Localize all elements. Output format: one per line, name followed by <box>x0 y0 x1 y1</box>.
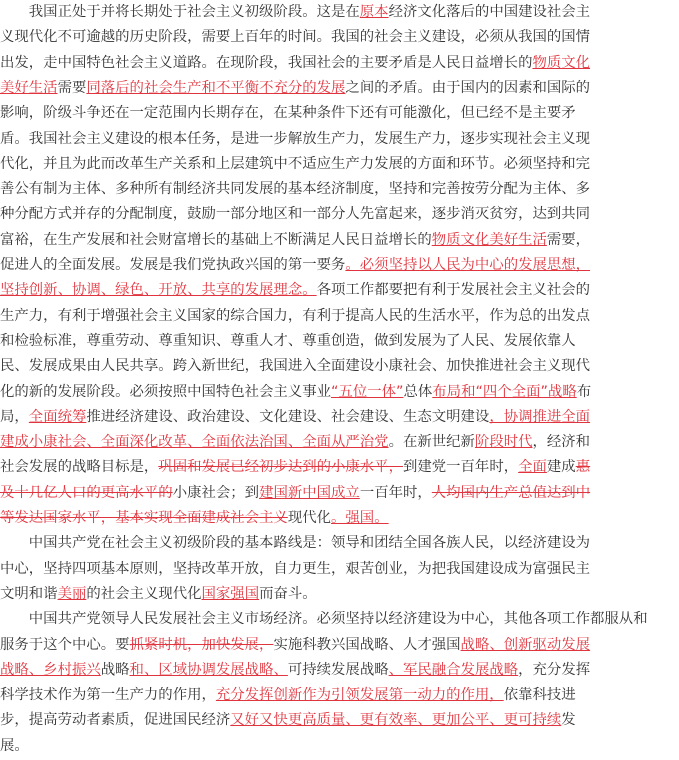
text-line <box>0 481 590 505</box>
text-segment: 总体 <box>403 383 433 400</box>
text-segment: 步，提高劳动者素质，促进国民经济 <box>0 712 231 729</box>
inserted-text: 布局和“四个全面”战略 <box>432 383 577 400</box>
inserted-text: ，协调推进全面 <box>489 408 591 425</box>
text-line <box>0 582 317 606</box>
inserted-text: 战略、创新驱动发展 <box>460 636 591 653</box>
text-segment: 的社会主义现代化 <box>86 585 202 602</box>
inserted-text: 充分发挥创新作为引领发展第一动力的作用， <box>215 687 504 704</box>
text-line <box>0 202 590 226</box>
text-line <box>0 658 590 682</box>
text-segment: 一百年时， <box>359 484 432 501</box>
text-line <box>0 354 590 378</box>
inserted-text: 原本 <box>359 4 389 20</box>
text-line <box>0 0 590 24</box>
inserted-text: 全面统筹 <box>28 408 87 425</box>
inserted-text: 物质文化美好生活 <box>431 231 547 248</box>
text-segment: 。在新世纪新 <box>388 434 475 451</box>
text-line <box>0 177 590 201</box>
text-segment: 小康社会；到 <box>172 484 260 501</box>
text-line <box>0 455 590 479</box>
text-segment: 盾。我国社会主义建设的根本任务，是进一步解放生产力，发展生产力，逐步实现社会主义现 <box>0 130 591 147</box>
text-line <box>0 683 576 707</box>
inserted-text: 坚持创新、协调、绿色、开放、共享的发展理念 <box>0 282 303 299</box>
inserted-text: 。必须坚持以人民为中心的发展思想， <box>345 257 591 273</box>
deleted-text: 巩固和发展已经初步达到的小康水平， <box>158 459 403 476</box>
deleted-text: 惠 <box>575 459 591 476</box>
inserted-text: 国家强国 <box>201 585 260 602</box>
text-segment: 依靠科技进 <box>503 687 576 704</box>
text-segment: 文明和谐 <box>0 585 58 602</box>
text-line <box>0 51 590 75</box>
text-segment: 到建党一百年时， <box>402 459 519 476</box>
inserted-text: 同落后的社会生产和不平衡不充分的发展 <box>86 79 346 96</box>
text-segment: 而奋斗。 <box>259 585 317 602</box>
deleted-text: 及十几亿人口的更高水平的 <box>0 484 173 501</box>
text-line <box>0 531 590 555</box>
text-line <box>0 278 590 302</box>
text-segment: 科学技术作为第一生产力的作用， <box>0 687 216 704</box>
text-line <box>0 405 590 429</box>
inserted-text: 又好又快更高质量、更有效率、更加公平、更可持续 <box>230 712 562 729</box>
inserted-text: 建成小康社会、全面深化改革、全面依法治国、全面从严治党 <box>0 434 389 451</box>
text-segment: 各项工作都要把有利于发展社会主义社会的 <box>316 282 591 299</box>
text-line <box>0 506 389 530</box>
text-segment: 现代化 <box>287 510 332 526</box>
text-line <box>0 557 590 581</box>
text-segment: 民、发展成果由人民共享。跨入新世纪，我国进入全面建设小康社会、加快推进社会主义现代 <box>0 358 591 375</box>
text-segment: 中国共产党在社会主义初级阶段的基本路线是：领导和团结全国各族人民，以经济建设为 <box>0 535 591 552</box>
text-line <box>0 304 590 328</box>
text-line <box>0 152 590 176</box>
inserted-text: 美好生活 <box>0 79 58 96</box>
text-segment: 促进人的全面发展。发展是我们党执政兴国的第一要务 <box>0 257 346 273</box>
text-segment: 可持续发展战略 <box>287 661 389 678</box>
deleted-text: 等发达国家水平，基本实现全面建成社会主义 <box>0 510 288 526</box>
text-segment: ，充分发挥 <box>518 661 591 678</box>
text-line <box>0 329 576 353</box>
text-segment: 经济文化落后的中国建设社会主 <box>388 4 591 20</box>
text-segment: 和检验标准，尊重劳动、尊重知识、尊重人才、尊重创造，做到发展为了人民、发展依靠人 <box>0 332 576 349</box>
text-segment: 展。 <box>0 737 29 754</box>
text-line <box>0 708 576 732</box>
text-line <box>0 127 590 151</box>
inserted-text: 全面 <box>518 459 547 476</box>
inserted-text: 。强国。 <box>331 510 389 526</box>
text-line <box>0 380 591 404</box>
text-segment: 种分配方式并存的分配制度，鼓励一部分地区和一部分人先富起来，逐步消灭贫穷，达到共同 <box>0 206 591 223</box>
inserted-text: 战略、乡村振兴 <box>0 661 101 678</box>
text-segment: 战略 <box>100 661 130 678</box>
text-segment: 代化，并且为此而改革生产关系和上层建筑中不适应生产力发展的方面和环节。必须坚持和完 <box>0 155 591 172</box>
text-line <box>0 430 590 454</box>
text-segment: 出发，走中国特色社会主义道路。在现阶段，我国社会的主要矛盾是人民日益增长的 <box>0 54 533 71</box>
text-line <box>0 101 576 125</box>
inserted-text: 。 <box>302 282 317 299</box>
text-segment: 服务于这个中心。要 <box>0 636 130 653</box>
text-segment: 之间的矛盾。由于国内的因素和国际的 <box>345 79 591 96</box>
inserted-text: 美丽 <box>57 585 87 602</box>
text-line <box>0 607 648 631</box>
text-segment: ，经济和 <box>532 434 591 451</box>
text-segment: 义现代化不可逾越的历史阶段，需要上百年的时间。我国的社会主义建设，必须从我国的国情 <box>0 29 591 46</box>
text-line <box>0 25 590 49</box>
text-segment: 善公有制为主体、多种所有制经济共同发展的基本经济制度，坚持和完善按劳分配为主体、多 <box>0 181 591 198</box>
text-segment: 生产力，有利于增强社会主义国家的综合国力，有利于提高人民的生活水平，作为总的出发点 <box>0 307 591 324</box>
text-segment: 需要， <box>546 231 591 248</box>
text-segment: 发 <box>561 712 576 729</box>
inserted-text: 、军民融合发展战略 <box>388 661 519 678</box>
text-segment: 我国正处于并将长期处于社会主义初级阶段。这是在 <box>0 4 360 20</box>
text-line <box>0 76 590 100</box>
text-segment: 推进经济建设、政治建设、文化建设、社会建设、生态文明建设 <box>86 408 490 425</box>
text-segment: 化的新的发展阶段。必须按照中国特色社会主义事业 <box>0 383 331 400</box>
text-line <box>0 734 29 758</box>
text-segment: 中国共产党领导人民发展社会主义市场经济。必须坚持以经济建设为中心，其他各项工作都服从和 <box>0 611 648 628</box>
text-segment: 布 <box>576 383 592 400</box>
text-segment: 建成 <box>546 459 576 476</box>
deleted-text: 人均国内生产总值达到中 <box>431 484 591 501</box>
text-segment: 实施科教兴国战略、人才强国 <box>273 636 461 653</box>
text-line <box>0 253 590 277</box>
text-segment: 需要 <box>57 79 87 96</box>
deleted-text: 抓紧时机，加快发展， <box>129 636 274 653</box>
inserted-text: 建国新中国成立 <box>259 484 360 501</box>
text-segment: 中心，坚持四项基本原则，坚持改革开放，自力更生，艰苦创业，为把我国建设成为富强民主 <box>0 560 591 577</box>
inserted-text: 阶段时代 <box>474 434 533 451</box>
text-segment: 影响，阶级斗争还在一定范围内长期存在，在某种条件下还有可能激化，但已经不是主要矛 <box>0 105 576 122</box>
text-segment: 社会发展的战略目标是， <box>0 459 159 476</box>
inserted-text: 和、区域协调发展战略、 <box>129 661 288 678</box>
text-segment: 富裕，在生产发展和社会财富增长的基础上不断满足人民日益增长的 <box>0 231 432 248</box>
text-line <box>0 633 590 657</box>
inserted-text: 物质文化 <box>532 54 591 71</box>
inserted-text: “五位一体” <box>331 383 404 400</box>
text-line <box>0 228 590 252</box>
text-segment: 局， <box>0 408 29 425</box>
